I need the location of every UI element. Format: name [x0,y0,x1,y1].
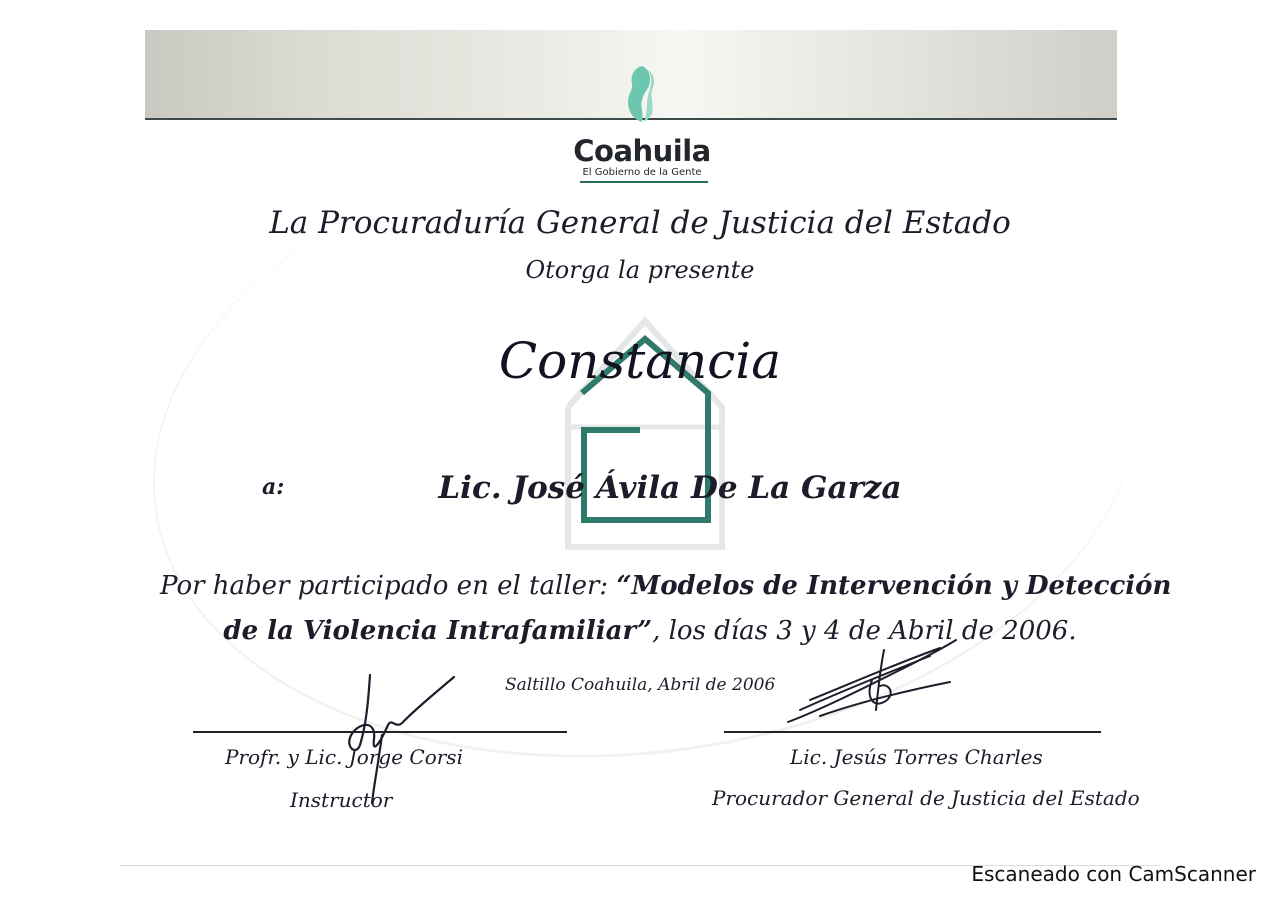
to-label: a: [262,474,285,500]
course-title-part1: “Modelos de Intervención y Detección [616,571,1172,601]
signature-right-icon [780,630,960,730]
issuer-heading: La Procuraduría General de Justicia del Estado [269,205,1011,241]
signatory-left-role: Instructor [290,788,393,812]
grants-line: Otorga la presente [525,256,755,284]
reason-line-1 [160,571,1172,601]
logo-name: Coahuila [573,134,711,168]
signature-left-icon [330,665,470,805]
reason-intro: Por haber participado en el taller: [160,571,617,601]
scanner-watermark: Escaneado con CamScanner [971,862,1256,886]
certificate-title: Constancia [498,332,782,390]
place-date: Saltillo Coahuila, Abril de 2006 [505,675,776,695]
signatory-right-role: Procurador General de Justicia del Estado [712,786,1140,810]
course-title-part2: de la Violencia Intrafamiliar” [223,616,653,646]
signature-line-right [724,731,1101,733]
signatory-left-name: Profr. y Lic. Jorge Corsi [225,745,463,769]
coahuila-glyph-icon [620,62,664,126]
logo-tagline: El Gobierno de la Gente [582,167,702,178]
signature-line-left [193,731,567,733]
course-dates: , los días 3 y 4 de Abril de 2006. [652,616,1077,646]
reason-line-2 [160,616,1140,646]
signatory-right-name: Lic. Jesús Torres Charles [790,745,1043,769]
recipient-name: Lic. José Ávila De La Garza [438,470,902,506]
logo-underline [580,181,708,183]
